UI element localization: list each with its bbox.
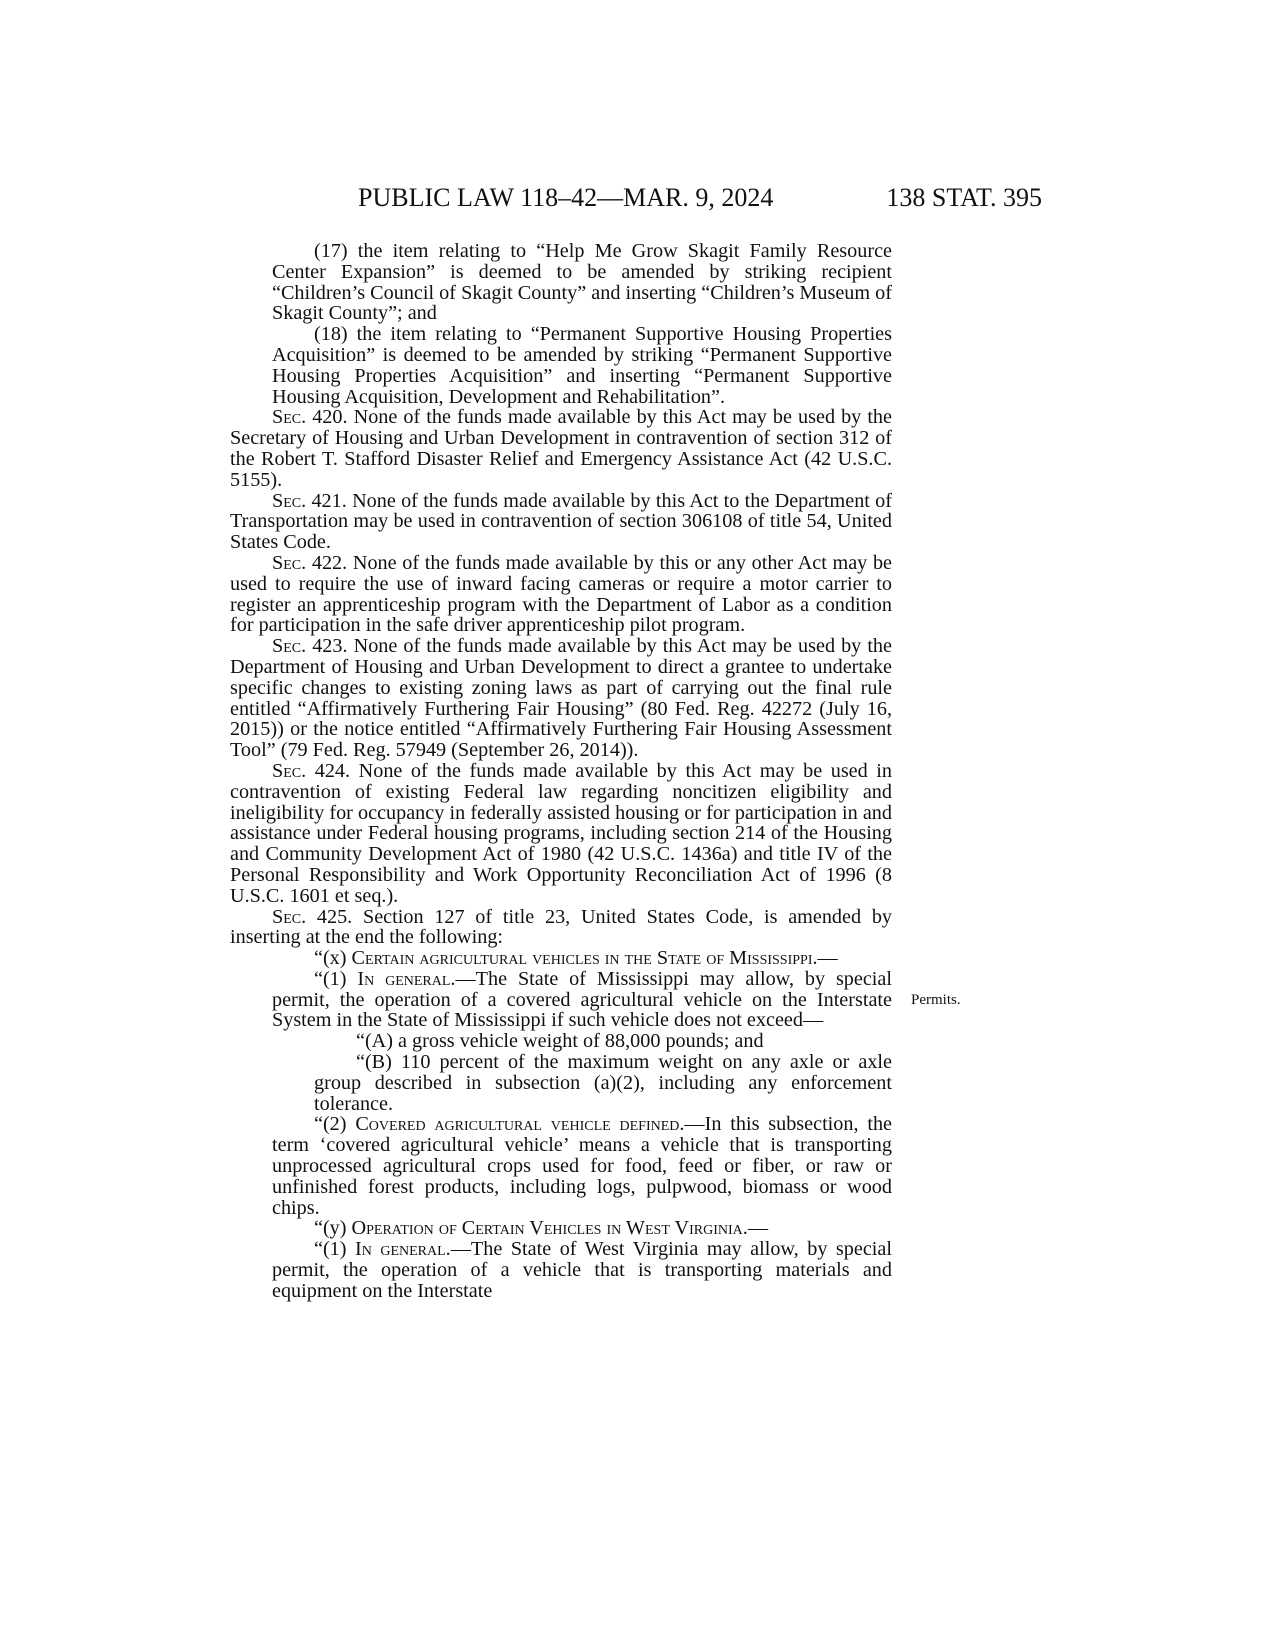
section-text: None of the funds made available by this Act may be used by the Secretary of Housing and Urban Development in contravention of section 312 of the Robert T. Stafford Disaster Relief and Emergency Assistance Act (42 U.S.C. 5155).: [230, 406, 892, 491]
paragraph-text: (17) the item relating to “Help Me Grow Skagit Family Resource Center Expansion” is deemed to be amended by striking recipient “Children’s Council of Skagit County” and inserting “Children’s Museum of Skagit County”; and: [272, 240, 892, 325]
subsection-prefix: “(x): [314, 947, 347, 970]
paragraph-17: [230, 241, 892, 324]
paragraph-text: The State of Mississippi may allow, by special permit, the operation of a covered agricultural vehicle on the Interstate System in the State of Mississippi if such vehicle does not exceed—: [272, 967, 892, 1032]
section-420: [230, 407, 892, 490]
subparagraph-xB: [230, 1052, 892, 1114]
subsection-heading: Operation of Certain Vehicles in West Virginia.—: [351, 1217, 769, 1240]
paragraph-text: The State of West Virginia may allow, by special permit, the operation of a vehicle that is transporting materials and equipment on the Interstate: [272, 1238, 892, 1302]
subparagraph-xA: [230, 1031, 892, 1052]
subsection-x-heading: [230, 948, 892, 969]
subsection-prefix: “(y): [314, 1217, 347, 1240]
section-label: Sec. 422.: [272, 551, 348, 574]
document-body: [230, 241, 892, 1302]
section-425: [230, 907, 892, 949]
subparagraph-text: “(B) 110 percent of the maximum weight on any axle or axle group described in subsection (a)(2), including any enforcement tolerance.: [314, 1051, 892, 1115]
paragraph-heading: Covered agricultural vehicle defined.—: [355, 1113, 705, 1136]
section-text: None of the funds made available by this Act may be used by the Department of Housing and Urban Development to direct a grantee to undertake specific changes to existing zoning laws as part of carrying out the final rule entitled “Affirmatively Furthering Fair Housing” (80 Fed. Reg. 42272 (July 16, 2015)) or the notice entitled “Affirmatively Furthering Fair Housing Assessment Tool” (79 Fed. Reg. 57949 (September 26, 2014)).: [230, 635, 892, 762]
paragraph-heading: In general.—: [355, 1238, 471, 1261]
paragraph-x1: [230, 969, 892, 1031]
subparagraph-text: “(A) a gross vehicle weight of 88,000 pounds; and: [356, 1030, 764, 1053]
paragraph-prefix: “(2): [314, 1113, 347, 1136]
section-421: [230, 491, 892, 553]
margin-note-permits: Permits.: [911, 992, 961, 1008]
running-title: PUBLIC LAW 118–42—MAR. 9, 2024: [358, 183, 774, 212]
section-label: Sec. 420.: [272, 406, 348, 429]
section-text: Section 127 of title 23, United States Code, is amended by inserting at the end the following:: [230, 905, 893, 949]
section-424: [230, 761, 892, 907]
section-text: None of the funds made available by this or any other Act may be used to require the use of inward facing cameras or require a motor carrier to register an apprenticeship program with the Department of Labor as a condition for participation in the safe driver apprenticeship pilot program.: [230, 551, 893, 637]
subsection-y-heading: [230, 1218, 892, 1239]
paragraph-text: In this subsection, the term ‘covered agricultural vehicle’ means a vehicle that is transporting unprocessed agricultural crops used for food, feed or fiber, or raw or unfinished forest products, including logs, pulpwood, biomass or wood chips.: [272, 1113, 893, 1219]
subsection-heading: Certain agricultural vehicles in the State of Mississippi.—: [351, 947, 838, 970]
paragraph-text: (18) the item relating to “Permanent Supportive Housing Properties Acquisition” is deemed to be amended by striking “Permanent Supportive Housing Properties Acquisition” and inserting “Permanent Supportive Housing Acquisition, Development and Rehabilitation”.: [272, 323, 892, 408]
paragraph-x2: [230, 1114, 892, 1218]
section-text: None of the funds made available by this Act may be used in contravention of existing Federal law regarding noncitizen eligibility and ineligibility for occupancy in federally assisted housing or for participation in and assistance under Federal housing programs, including section 214 of the Housing and Community Development Act of 1980 (42 U.S.C. 1436a) and title IV of the Personal Responsibility and Work Opportunity Reconciliation Act of 1996 (8 U.S.C. 1601 et seq.).: [230, 759, 892, 907]
paragraph-18: [230, 324, 892, 407]
paragraph-prefix: “(1): [314, 1238, 347, 1261]
section-text: None of the funds made available by this Act to the Department of Transportation may be used in contravention of section 306108 of title 54, United States Code.: [230, 489, 893, 554]
page-number: 138 STAT. 395: [886, 183, 1042, 212]
paragraph-heading: In general.—: [357, 967, 476, 990]
page-header: [0, 181, 1275, 215]
section-label: Sec. 424.: [272, 759, 351, 782]
section-label: Sec. 421.: [272, 489, 347, 512]
section-423: [230, 636, 892, 761]
section-422: [230, 553, 892, 636]
section-label: Sec. 423.: [272, 635, 348, 658]
paragraph-y1: [230, 1239, 892, 1301]
section-label: Sec. 425.: [272, 905, 353, 928]
paragraph-prefix: “(1): [314, 967, 347, 990]
